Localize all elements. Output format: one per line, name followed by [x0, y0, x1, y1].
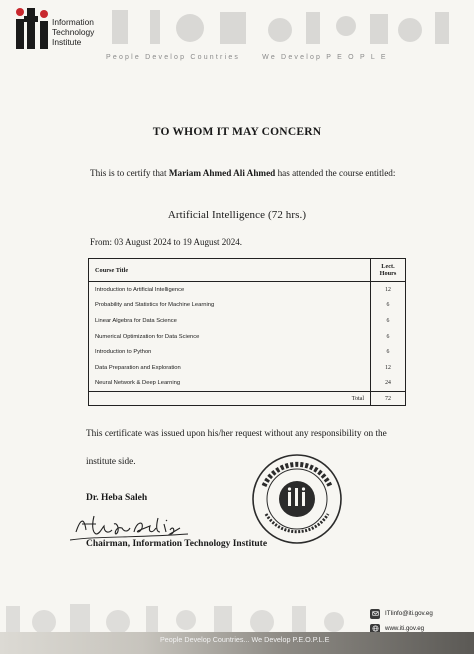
letter-heading: TO WHOM IT MAY CONCERN [152, 126, 322, 138]
row-title: Data Preparation and Exploration [95, 364, 181, 371]
website-text[interactable]: www.iti.gov.eg [385, 625, 425, 632]
course-table [88, 258, 406, 406]
header-lect-hours [371, 259, 406, 282]
row-title: Introduction to Python [95, 349, 152, 356]
row-title: Numerical Optimization for Data Science [95, 333, 200, 340]
row-title: Introduction to Artificial Intelligence [95, 286, 185, 293]
table-row [89, 298, 406, 314]
signatory-name: Dr. Heba Saleh [86, 493, 148, 503]
total-hours: 72 [371, 392, 406, 406]
header-slogan [106, 54, 466, 61]
table-header-row [89, 259, 406, 282]
logo-text [52, 17, 94, 47]
logo-line-1: Information [52, 17, 94, 27]
row-hours: 6 [371, 313, 406, 329]
table-total-row [89, 392, 406, 406]
row-title: Linear Algebra for Data Science [95, 317, 177, 324]
row-hours: 12 [371, 282, 406, 298]
total-label: Total [89, 392, 371, 406]
table-row [89, 282, 406, 298]
institute-seal-stamp [250, 452, 344, 546]
header-course-title: Course Title [89, 259, 371, 282]
logo-line-3: Institute [52, 37, 82, 47]
certification-statement [90, 164, 410, 183]
email-text[interactable]: ITIinfo@iti.gov.eg [385, 610, 433, 617]
intro-before: This is to certify that [90, 168, 169, 178]
slogan-left: People Develop Countries [106, 54, 241, 61]
table-row [89, 344, 406, 360]
decorative-pattern-top [110, 6, 460, 52]
row-hours: 24 [371, 376, 406, 392]
envelope-icon [370, 609, 380, 619]
table-row [89, 313, 406, 329]
header-hours-line-1: Lect. [381, 263, 395, 270]
table-row [89, 376, 406, 392]
intro-after: has attended the course entitled: [275, 168, 396, 178]
recipient-name: Mariam Ahmed Ali Ahmed [168, 168, 276, 178]
row-hours: 6 [371, 298, 406, 314]
contact-email [370, 606, 470, 621]
footer-slogan: People Develop Countries... We Develop P.E.O.P.L.E [160, 635, 330, 644]
row-hours: 6 [371, 329, 406, 345]
course-name: Artificial Intelligence (72 hrs.) [167, 209, 307, 221]
date-range: From: 03 August 2024 to 19 August 2024. [90, 237, 243, 247]
row-hours: 6 [371, 344, 406, 360]
logo-line-2: Technology [52, 27, 95, 37]
row-hours: 12 [371, 360, 406, 376]
table-row [89, 360, 406, 376]
iti-logo [14, 6, 124, 52]
row-title: Neural Network & Deep Learning [95, 380, 181, 387]
slogan-right: We Develop P E O P L E [262, 54, 388, 61]
row-title: Probability and Statistics for Machine Learning [95, 302, 215, 309]
header-hours-line-2: Hours [379, 270, 397, 277]
table-row [89, 329, 406, 345]
signatory-title: Chairman, Information Technology Institute [86, 539, 268, 549]
disclaimer-note: This certificate was issued upon his/her request without any responsibility on the institute side. [86, 429, 387, 467]
iti-logo-mark [14, 6, 50, 52]
